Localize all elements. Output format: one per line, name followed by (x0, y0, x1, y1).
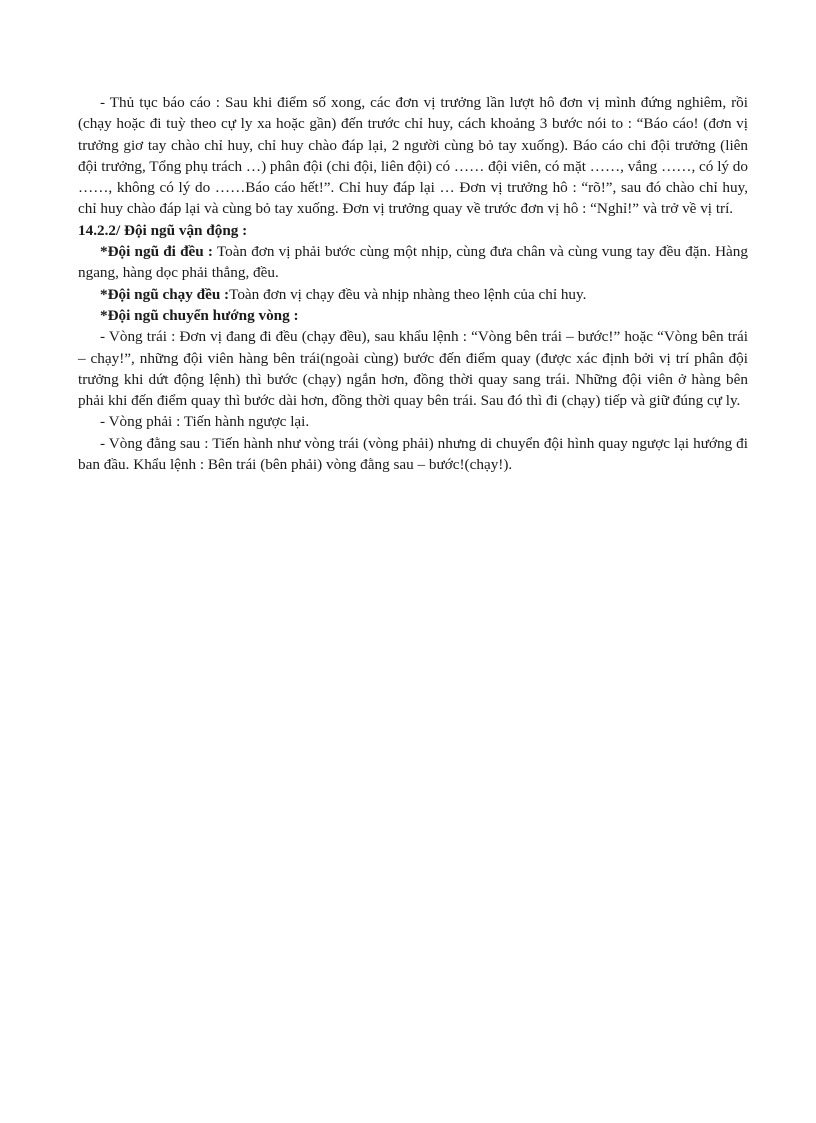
running-text: Toàn đơn vị chạy đều và nhịp nhàng theo lệnh của chỉ huy. (229, 285, 587, 303)
paragraph-report-procedure: - Thủ tục báo cáo : Sau khi điểm số xong, các đơn vị trưởng lần lượt hô đơn vị mình đứng nghiêm, rồi (chạy hoặc đi tuỳ theo cự ly xa hoặc gần) đến trước chỉ huy, cách khoảng 3 bước nói to : “Báo cáo! (đơn vị trưởng giơ tay chào chỉ huy, chỉ huy chào đáp lại, 2 người cùng bỏ tay xuống). Báo cáo chi đội trưởng (liên đội trưởng, Tổng phụ trách …) phân đội (chi đội, liên đội) có …… đội viên, có mặt ……, vắng ……, có lý do ……, không có lý do ……Báo cáo hết!”. Chỉ huy đáp lại … Đơn vị trưởng hô : “rõ!”, sau đó chào chỉ huy, chỉ huy chào đáp lại và cùng bỏ tay xuống. Đơn vị trưởng quay về trước đơn vị hô : “Nghỉ!” và trở về vị trí. (78, 94, 748, 218)
document-page (78, 92, 748, 475)
marching-text: Toàn đơn vị phải bước cùng một nhịp, cùng đưa chân và cùng vung tay đều đặn. Hàng ngang, hàng dọc phải thẳng, đều. (78, 243, 748, 282)
paragraph-turning-heading (78, 305, 748, 326)
paragraph-turn-right: - Vòng phải : Tiến hành ngược lại. (100, 413, 310, 431)
running-label: *Đội ngũ chạy đều : (100, 285, 230, 303)
paragraph-marching (78, 241, 748, 284)
section-heading: 14.2.2/ Đội ngũ vận động : (78, 221, 248, 239)
paragraph-turn-left: - Vòng trái : Đơn vị đang đi đều (chạy đều), sau khẩu lệnh : “Vòng bên trái – bước!” hoặc “Vòng bên trái – chạy!”, những đội viên hàng bên trái(ngoài cùng) bước đến điểm quay (được xác định bởi vị trí phân đội trưởng khi dứt động lệnh) thì bước (chạy) ngắn hơn, đồng thời quay sang trái. Những đội viên ở hàng bên phải khi đến điểm quay thì bước dài hơn, đồng thời quay bên trái. Sau đó thì đi (chạy) tiếp và giữ đúng cự ly. (78, 328, 748, 410)
paragraph-running (78, 284, 748, 305)
marching-label: *Đội ngũ đi đều : (100, 243, 213, 261)
paragraph-turn-about: - Vòng đằng sau : Tiến hành như vòng trái (vòng phải) nhưng di chuyển đội hình quay ngược lại hướng đi ban đầu. Khẩu lệnh : Bên trái (bên phải) vòng đằng sau – bước!(chạy!). (78, 434, 748, 474)
turning-label: *Đội ngũ chuyển hướng vòng : (100, 306, 299, 324)
